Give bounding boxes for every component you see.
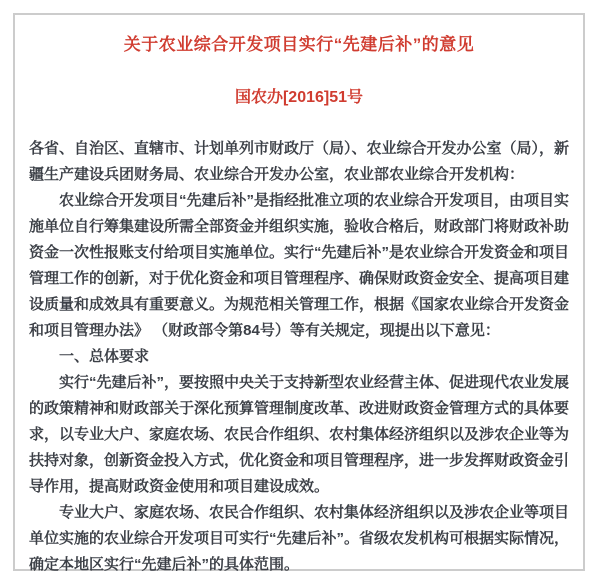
salutation-paragraph: 各省、自治区、直辖市、计划单列市财政厅（局）、农业综合开发办公室（局），新疆生产建设兵团财务局、农业综合开发办公室，农业部农业综合开发机构： bbox=[29, 140, 570, 183]
section-heading: 一、总体要求 bbox=[59, 348, 150, 365]
document-number: 国农办[2016]51号 bbox=[234, 89, 364, 106]
document-body bbox=[29, 136, 569, 578]
document-title: 关于农业综合开发项目实行“先建后补”的意见 bbox=[123, 35, 475, 54]
definition-paragraph: 农业综合开发项目“先建后补”是指经批准立项的农业综合开发项目，由项目实施单位自行筹集建设所需全部资金并组织实施，验收合格后，财政部门将财政补助资金一次性报账支付给项目实施单位。实行“先建后补”是农业综合开发资金和项目管理工作的创新，对于优化资金和项目管理程序、确保财政资金安全、提高项目建设质量和成效具有重要意义。为规范相关管理工作，根据《国家农业综合开发资金和项目管理办法》 （财政部令第84号）等有关规定，现提出以下意见： bbox=[29, 192, 570, 339]
scope-paragraph: 专业大户、家庭农场、农民合作组织、农村集体经济组织以及涉农企业等项目单位实施的农业综合开发项目可实行“先建后补”。省级农发机构可根据实际情况，确定本地区实行“先建后补”的具体范围。 bbox=[29, 504, 570, 573]
overall-requirements-paragraph: 实行“先建后补”，要按照中央关于支持新型农业经营主体、促进现代农业发展的政策精神和财政部关于深化预算管理制度改革、改进财政资金管理方式的具体要求，以专业大户、家庭农场、农民合作组织、农村集体经济组织以及涉农企业等为扶持对象，创新资金投入方式，优化资金和项目管理程序，进一步发挥财政资金引导作用，提高财政资金使用和项目建设成效。 bbox=[29, 374, 570, 495]
document-frame bbox=[13, 13, 585, 571]
